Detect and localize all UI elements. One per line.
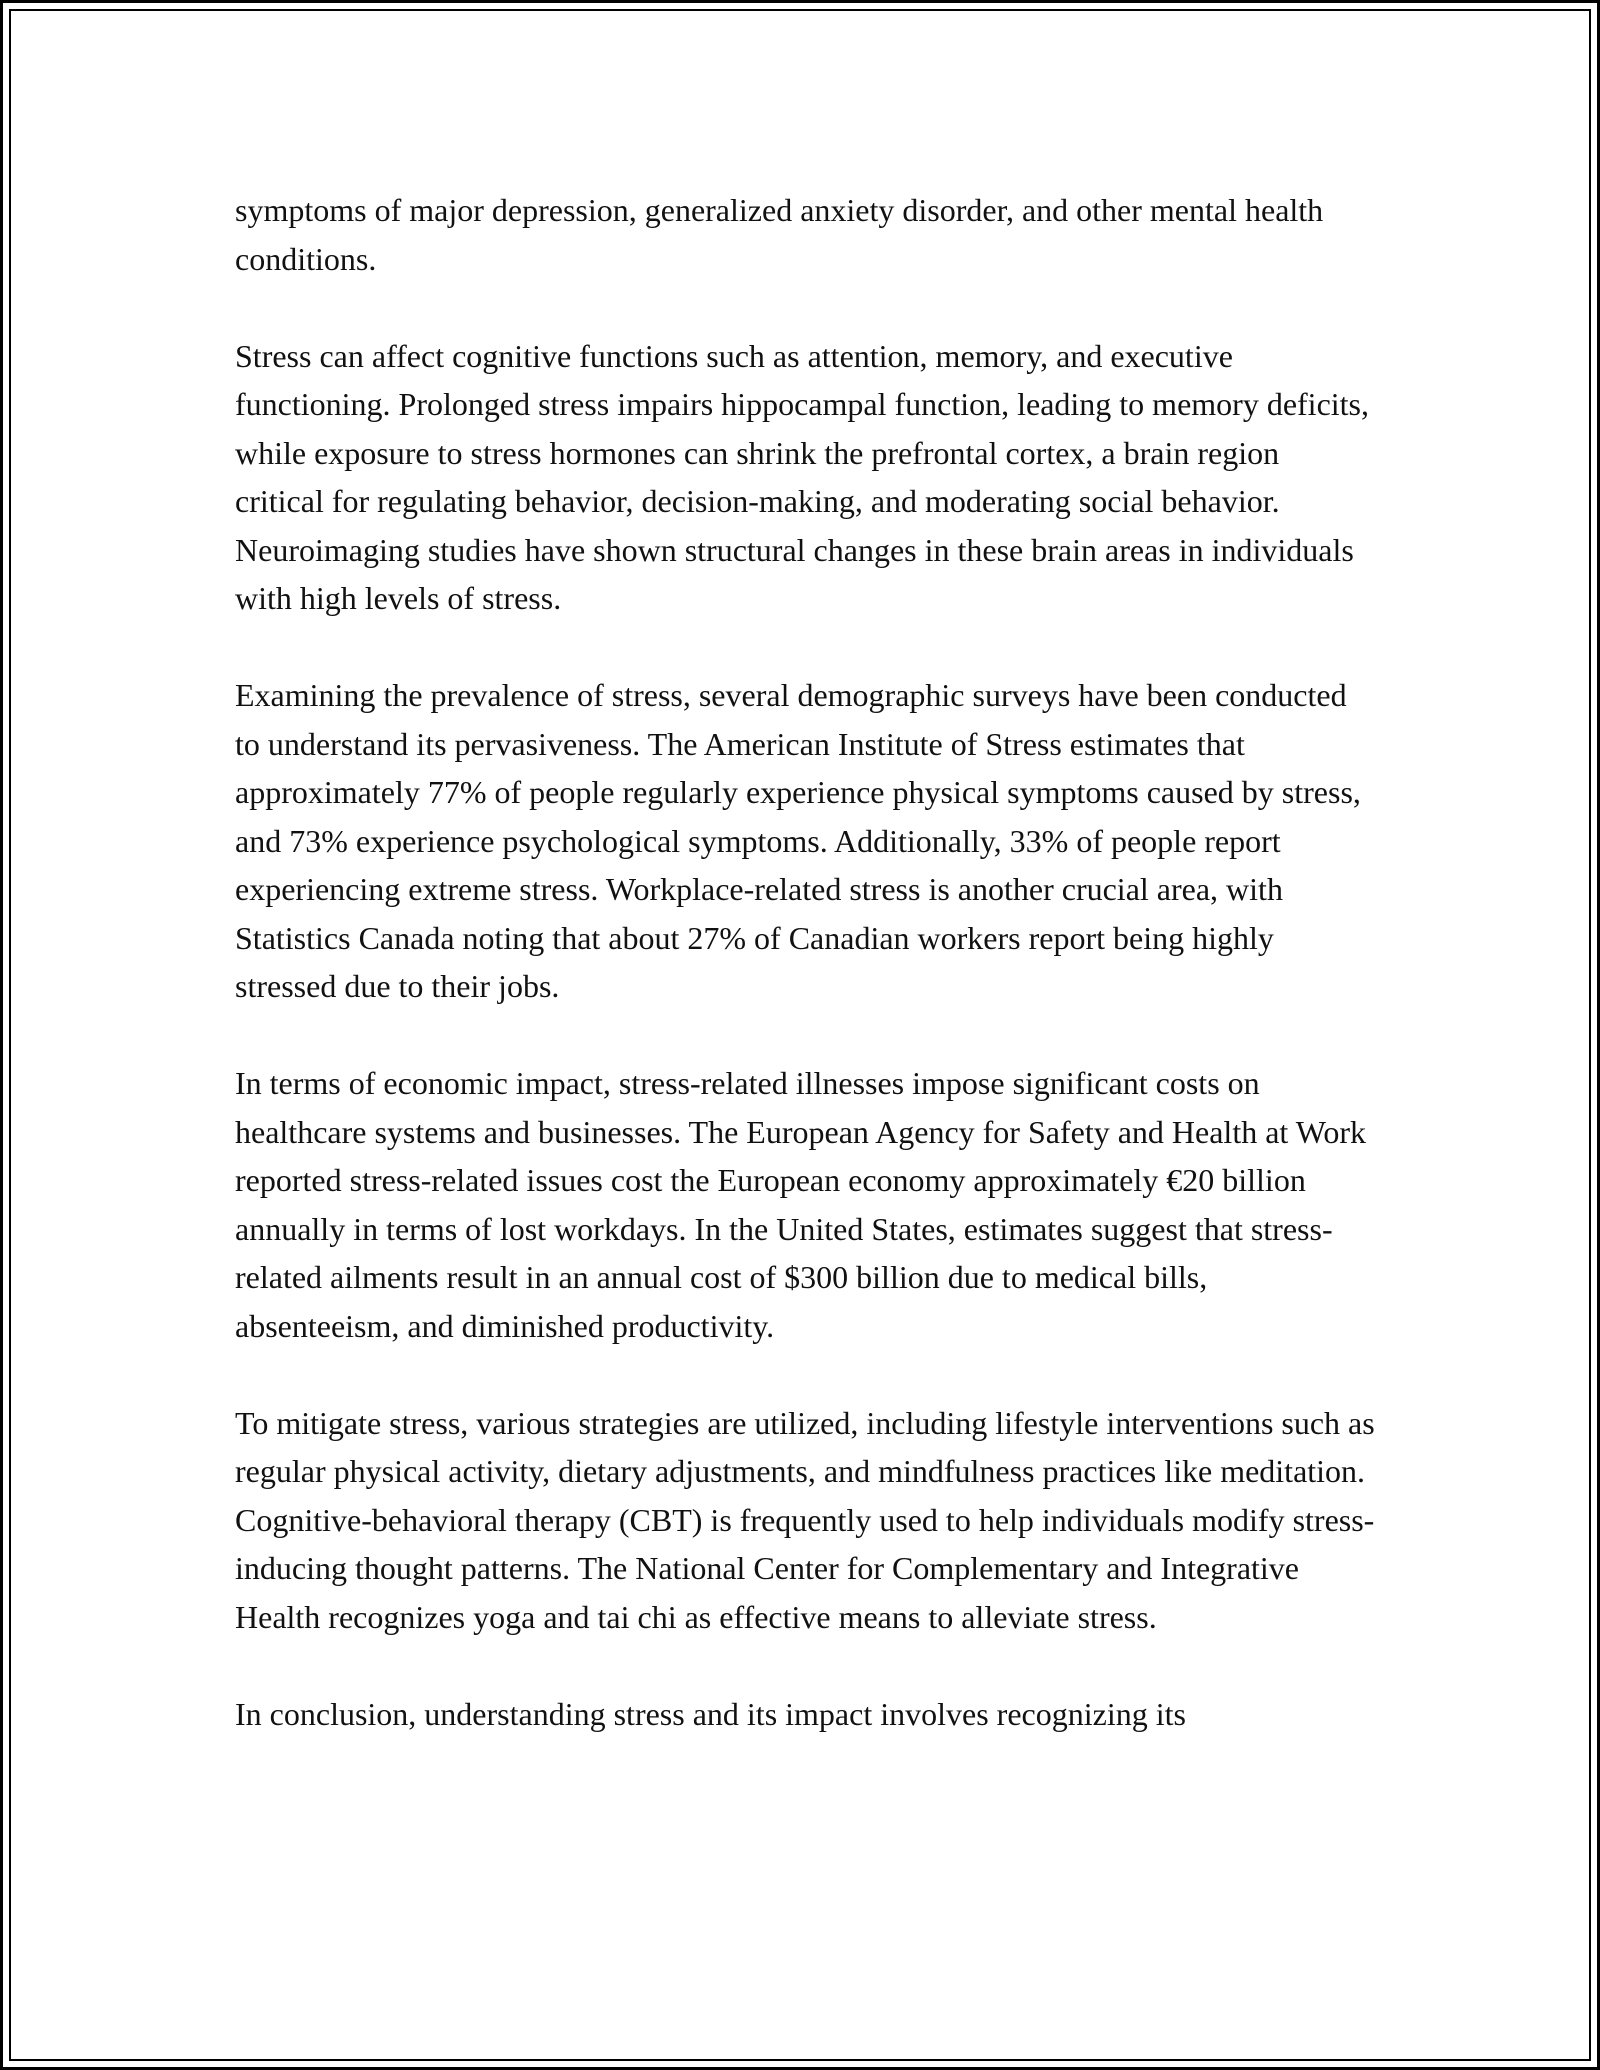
paragraph-prevalence: Examining the prevalence of stress, several demographic surveys have been conducted to understand its pervasiveness. The American Institute of Stress estimates that approximately 77% of people regularly experience physical symptoms caused by stress, and 73% experience psychological symptoms. Additionally, 33% of people report experiencing extreme stress. Workplace-related stress is another crucial area, with Statistics Canada noting that about 27% of Canadian workers report being highly stressed due to their jobs.: [235, 677, 1361, 1004]
document-body: [235, 186, 1375, 1738]
paragraph-depression-symptoms: symptoms of major depression, generalized anxiety disorder, and other mental health conditions.: [235, 192, 1324, 277]
paragraph-economic-impact: In terms of economic impact, stress-related illnesses impose significant costs on healthcare systems and businesses. The European Agency for Safety and Health at Work reported stress-related issues cost the European economy approximately €20 billion annually in terms of lost workdays. In the United States, estimates suggest that stress-related ailments result in an annual cost of $300 billion due to medical bills, absenteeism, and diminished productivity.: [235, 1065, 1367, 1344]
paragraph-mitigation: To mitigate stress, various strategies are utilized, including lifestyle interventions such as regular physical activity, dietary adjustments, and mindfulness practices like meditation. Cognitive-behavioral therapy (CBT) is frequently used to help individuals modify stress-inducing thought patterns. The National Center for Complementary and Integrative Health recognizes yoga and tai chi as effective means to alleviate stress.: [235, 1404, 1375, 1635]
paragraph-cognitive-effects: Stress can affect cognitive functions such as attention, memory, and executive functioning. Prolonged stress impairs hippocampal function, leading to memory deficits, while exposure to stress hormones can shrink the prefrontal cortex, a brain region critical for regulating behavior, decision-making, and moderating social behavior. Neuroimaging studies have shown structural changes in these brain areas in individuals with high levels of stress.: [235, 337, 1369, 616]
paragraph-conclusion: In conclusion, understanding stress and its impact involves recognizing its: [235, 1695, 1186, 1732]
